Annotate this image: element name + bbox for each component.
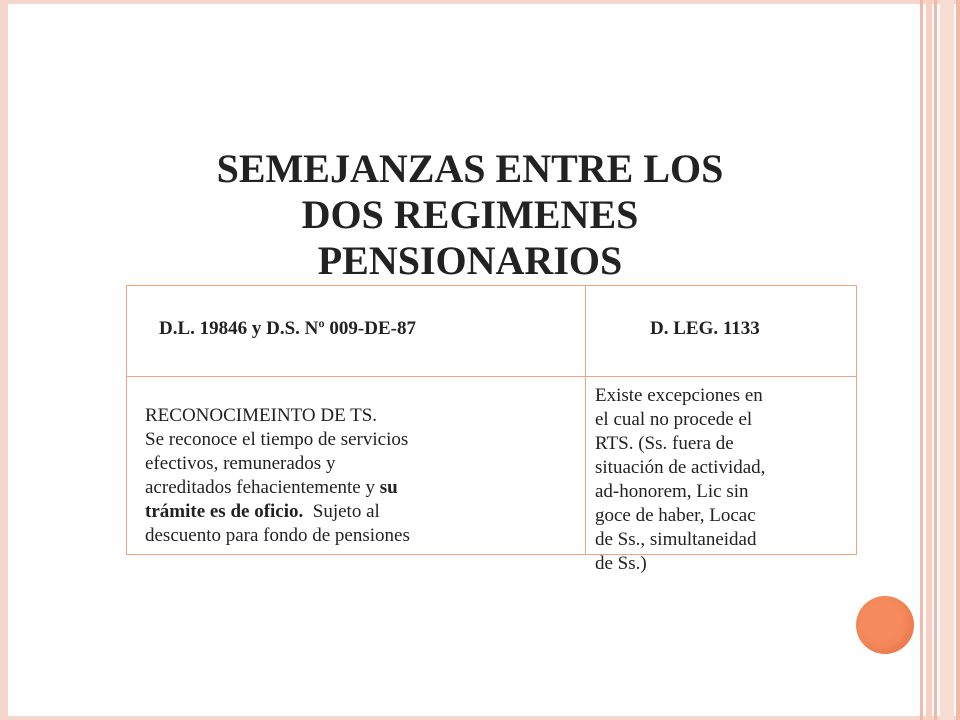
- cell-line: de Ss.): [595, 553, 647, 574]
- header-dl-19846: D.L. 19846 y D.S. Nº 009-DE-87: [159, 318, 416, 339]
- frame-left-border: [0, 0, 8, 720]
- cell-bold-text: su: [379, 477, 398, 498]
- cell-line: descuento para fondo de pensiones: [145, 525, 410, 546]
- cell-bold-text: trámite es de oficio.: [145, 501, 304, 522]
- decor-stripe: [940, 0, 954, 720]
- cell-line: RTS. (Ss. fuera de: [595, 433, 734, 454]
- header-d-leg-1133: D. LEG. 1133: [650, 318, 760, 339]
- cell-line: Existe excepciones en: [595, 385, 763, 406]
- table-row-divider: [127, 376, 856, 377]
- frame-bottom-border: [0, 716, 960, 720]
- decor-stripe: [920, 0, 923, 720]
- cell-line: Se reconoce el tiempo de servicios: [145, 429, 409, 450]
- cell-text: Sujeto al: [303, 501, 380, 522]
- frame-top-border: [0, 0, 960, 4]
- cell-line: de Ss., simultaneidad: [595, 529, 757, 550]
- title-line: SEMEJANZAS ENTRE LOS: [216, 146, 724, 191]
- decor-stripe: [956, 0, 960, 720]
- decor-stripe: [934, 0, 937, 720]
- cell-d-leg-1133-text: [595, 384, 857, 576]
- cell-line: el cual no procede el: [595, 409, 753, 430]
- cell-line: goce de haber, Locac: [595, 505, 756, 526]
- cell-line: situación de actividad,: [595, 457, 766, 478]
- title-line: PENSIONARIOS: [317, 238, 623, 283]
- cell-dl-19846-text: [145, 404, 545, 548]
- title-line: DOS REGIMENES: [301, 192, 639, 237]
- table-column-divider: [585, 286, 586, 554]
- cell-line: RECONOCIMEINTO DE TS.: [145, 405, 378, 426]
- slide-title: [150, 146, 790, 284]
- cell-line: [145, 500, 545, 524]
- cell-line: ad-honorem, Lic sin: [595, 481, 749, 502]
- decor-orange-circle: [856, 596, 914, 654]
- cell-line: efectivos, remunerados y: [145, 453, 336, 474]
- decor-stripe: [926, 0, 932, 720]
- cell-line: [145, 476, 545, 500]
- cell-text: acreditados fehacientemente y: [145, 477, 380, 498]
